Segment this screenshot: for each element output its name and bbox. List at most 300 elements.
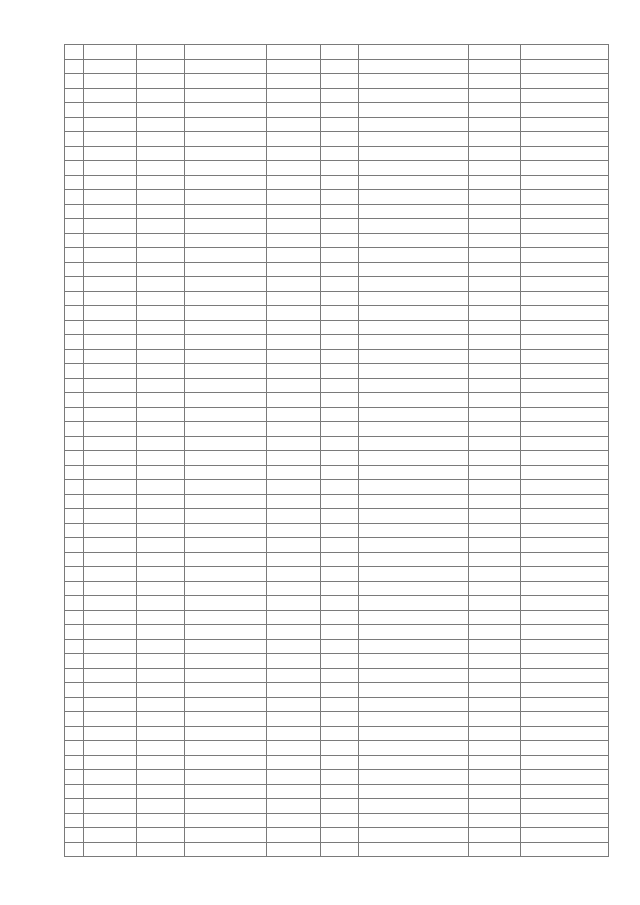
cell-share — [469, 842, 521, 857]
cell-blank — [359, 291, 469, 306]
cell-use — [267, 567, 321, 582]
cell-area — [321, 799, 359, 814]
cell-address — [137, 407, 185, 422]
cell-address — [137, 596, 185, 611]
cell-use — [267, 204, 321, 219]
cell-cadastral — [84, 74, 137, 89]
cell-area — [321, 74, 359, 89]
cell-blank — [359, 741, 469, 756]
cell-use — [267, 509, 321, 524]
cell-use — [267, 799, 321, 814]
cell-share — [469, 248, 521, 263]
cell-category — [185, 364, 267, 379]
cell-area — [321, 451, 359, 466]
cell-no — [65, 103, 84, 118]
cell-blank — [359, 480, 469, 495]
cell-address — [137, 190, 185, 205]
cell-category — [185, 523, 267, 538]
cell-address — [137, 306, 185, 321]
cell-cadastral — [84, 770, 137, 785]
cell-area — [321, 697, 359, 712]
cell-category — [185, 349, 267, 364]
cell-cadastral — [84, 567, 137, 582]
cell-area — [321, 842, 359, 857]
cell-share — [469, 654, 521, 669]
cell-blank — [359, 190, 469, 205]
cell-no — [65, 799, 84, 814]
cell-category — [185, 320, 267, 335]
cell-category — [185, 741, 267, 756]
cell-category — [185, 233, 267, 248]
cell-use — [267, 770, 321, 785]
cell-share — [469, 320, 521, 335]
cell-sum — [521, 45, 609, 60]
cell-address — [137, 828, 185, 843]
cell-cadastral — [84, 712, 137, 727]
cell-share — [469, 741, 521, 756]
cell-address — [137, 625, 185, 640]
cell-share — [469, 59, 521, 74]
table-row — [65, 770, 609, 785]
cell-area — [321, 509, 359, 524]
cell-share — [469, 465, 521, 480]
cell-no — [65, 59, 84, 74]
cell-address — [137, 654, 185, 669]
cell-blank — [359, 59, 469, 74]
cell-cadastral — [84, 190, 137, 205]
cell-category — [185, 132, 267, 147]
cell-blank — [359, 610, 469, 625]
cell-area — [321, 726, 359, 741]
cell-share — [469, 204, 521, 219]
cell-category — [185, 668, 267, 683]
cell-area — [321, 262, 359, 277]
cell-cadastral — [84, 842, 137, 857]
cell-blank — [359, 88, 469, 103]
cell-sum — [521, 465, 609, 480]
table-row — [65, 799, 609, 814]
cell-sum — [521, 683, 609, 698]
cell-category — [185, 480, 267, 495]
cell-use — [267, 480, 321, 495]
cell-share — [469, 697, 521, 712]
cell-use — [267, 784, 321, 799]
cell-area — [321, 596, 359, 611]
cell-category — [185, 204, 267, 219]
cell-area — [321, 219, 359, 234]
cell-area — [321, 422, 359, 437]
cell-address — [137, 523, 185, 538]
cell-address — [137, 146, 185, 161]
cell-share — [469, 175, 521, 190]
cell-no — [65, 74, 84, 89]
cell-category — [185, 509, 267, 524]
cell-cadastral — [84, 378, 137, 393]
cell-area — [321, 378, 359, 393]
cell-use — [267, 117, 321, 132]
cell-blank — [359, 639, 469, 654]
cell-no — [65, 697, 84, 712]
cell-share — [469, 770, 521, 785]
table-row — [65, 204, 609, 219]
cell-blank — [359, 784, 469, 799]
cell-use — [267, 74, 321, 89]
cell-no — [65, 233, 84, 248]
cell-use — [267, 146, 321, 161]
cell-address — [137, 248, 185, 263]
table-row — [65, 813, 609, 828]
cell-cadastral — [84, 828, 137, 843]
cell-category — [185, 74, 267, 89]
cell-use — [267, 306, 321, 321]
table-row — [65, 581, 609, 596]
cell-use — [267, 436, 321, 451]
cell-blank — [359, 364, 469, 379]
cell-sum — [521, 146, 609, 161]
cell-no — [65, 204, 84, 219]
cell-use — [267, 59, 321, 74]
cell-sum — [521, 567, 609, 582]
cell-sum — [521, 741, 609, 756]
cell-category — [185, 828, 267, 843]
cell-category — [185, 103, 267, 118]
cell-use — [267, 726, 321, 741]
cell-share — [469, 639, 521, 654]
cell-share — [469, 74, 521, 89]
cell-area — [321, 335, 359, 350]
cell-address — [137, 451, 185, 466]
cell-share — [469, 262, 521, 277]
cell-cadastral — [84, 668, 137, 683]
table-row — [65, 306, 609, 321]
cell-use — [267, 610, 321, 625]
cell-category — [185, 683, 267, 698]
cell-no — [65, 523, 84, 538]
cell-sum — [521, 219, 609, 234]
cell-area — [321, 320, 359, 335]
cell-category — [185, 784, 267, 799]
table-row — [65, 175, 609, 190]
cell-blank — [359, 596, 469, 611]
cell-area — [321, 349, 359, 364]
table-row — [65, 161, 609, 176]
cell-no — [65, 393, 84, 408]
cell-blank — [359, 567, 469, 582]
cell-no — [65, 567, 84, 582]
cell-address — [137, 813, 185, 828]
cell-use — [267, 741, 321, 756]
cell-cadastral — [84, 480, 137, 495]
table-row — [65, 712, 609, 727]
cell-address — [137, 88, 185, 103]
cell-sum — [521, 668, 609, 683]
cell-blank — [359, 306, 469, 321]
cell-address — [137, 567, 185, 582]
cell-share — [469, 523, 521, 538]
cell-no — [65, 755, 84, 770]
table-row — [65, 842, 609, 857]
cell-address — [137, 842, 185, 857]
cell-share — [469, 378, 521, 393]
cell-share — [469, 755, 521, 770]
cell-use — [267, 248, 321, 263]
cell-sum — [521, 755, 609, 770]
cell-cadastral — [84, 175, 137, 190]
cell-use — [267, 190, 321, 205]
cell-cadastral — [84, 407, 137, 422]
cell-cadastral — [84, 436, 137, 451]
cell-cadastral — [84, 422, 137, 437]
cell-address — [137, 726, 185, 741]
cell-sum — [521, 494, 609, 509]
cell-cadastral — [84, 204, 137, 219]
cell-share — [469, 625, 521, 640]
cell-use — [267, 639, 321, 654]
cell-blank — [359, 262, 469, 277]
cell-share — [469, 451, 521, 466]
cell-category — [185, 755, 267, 770]
cell-address — [137, 204, 185, 219]
cell-no — [65, 262, 84, 277]
cell-sum — [521, 291, 609, 306]
cell-use — [267, 828, 321, 843]
cell-cadastral — [84, 103, 137, 118]
cell-use — [267, 538, 321, 553]
cell-area — [321, 494, 359, 509]
cell-use — [267, 523, 321, 538]
cell-no — [65, 683, 84, 698]
table-row — [65, 755, 609, 770]
cell-blank — [359, 146, 469, 161]
cell-area — [321, 291, 359, 306]
cell-address — [137, 103, 185, 118]
cell-sum — [521, 378, 609, 393]
cell-cadastral — [84, 726, 137, 741]
cell-blank — [359, 219, 469, 234]
cell-no — [65, 407, 84, 422]
cell-use — [267, 291, 321, 306]
cell-share — [469, 813, 521, 828]
cell-area — [321, 654, 359, 669]
cell-address — [137, 465, 185, 480]
cell-category — [185, 248, 267, 263]
cell-share — [469, 784, 521, 799]
cell-no — [65, 117, 84, 132]
cell-area — [321, 204, 359, 219]
table-row — [65, 59, 609, 74]
cell-sum — [521, 784, 609, 799]
cell-address — [137, 538, 185, 553]
cell-sum — [521, 799, 609, 814]
cell-share — [469, 552, 521, 567]
cell-sum — [521, 436, 609, 451]
table-row — [65, 465, 609, 480]
table-row — [65, 784, 609, 799]
cell-use — [267, 364, 321, 379]
cell-no — [65, 538, 84, 553]
cell-cadastral — [84, 552, 137, 567]
cell-use — [267, 596, 321, 611]
cell-category — [185, 552, 267, 567]
cell-sum — [521, 248, 609, 263]
cell-area — [321, 146, 359, 161]
cell-category — [185, 436, 267, 451]
cell-area — [321, 668, 359, 683]
table-row — [65, 828, 609, 843]
cell-sum — [521, 320, 609, 335]
cell-blank — [359, 509, 469, 524]
cell-area — [321, 755, 359, 770]
cell-sum — [521, 581, 609, 596]
table-row — [65, 625, 609, 640]
cell-address — [137, 639, 185, 654]
cell-area — [321, 248, 359, 263]
cell-use — [267, 219, 321, 234]
cell-no — [65, 277, 84, 292]
cell-area — [321, 45, 359, 60]
cell-cadastral — [84, 349, 137, 364]
cell-cadastral — [84, 59, 137, 74]
cell-share — [469, 291, 521, 306]
cell-share — [469, 407, 521, 422]
cell-cadastral — [84, 393, 137, 408]
cell-area — [321, 117, 359, 132]
cell-category — [185, 842, 267, 857]
cell-category — [185, 654, 267, 669]
cell-cadastral — [84, 494, 137, 509]
cell-sum — [521, 190, 609, 205]
cell-use — [267, 407, 321, 422]
cell-cadastral — [84, 277, 137, 292]
cell-address — [137, 799, 185, 814]
cell-blank — [359, 175, 469, 190]
cell-category — [185, 306, 267, 321]
cell-sum — [521, 697, 609, 712]
cell-sum — [521, 161, 609, 176]
cell-category — [185, 494, 267, 509]
cell-blank — [359, 393, 469, 408]
cell-share — [469, 306, 521, 321]
land-plots-table — [64, 44, 609, 857]
cell-no — [65, 335, 84, 350]
cell-share — [469, 335, 521, 350]
cell-no — [65, 306, 84, 321]
cell-blank — [359, 668, 469, 683]
table-row — [65, 639, 609, 654]
cell-no — [65, 88, 84, 103]
cell-blank — [359, 407, 469, 422]
cell-blank — [359, 770, 469, 785]
cell-share — [469, 349, 521, 364]
cell-blank — [359, 233, 469, 248]
cell-share — [469, 103, 521, 118]
cell-share — [469, 668, 521, 683]
cell-sum — [521, 639, 609, 654]
cell-blank — [359, 683, 469, 698]
cell-use — [267, 625, 321, 640]
cell-cadastral — [84, 320, 137, 335]
cell-cadastral — [84, 523, 137, 538]
cell-no — [65, 480, 84, 495]
cell-no — [65, 784, 84, 799]
cell-no — [65, 320, 84, 335]
cell-address — [137, 581, 185, 596]
cell-blank — [359, 45, 469, 60]
cell-share — [469, 799, 521, 814]
cell-area — [321, 538, 359, 553]
cell-category — [185, 422, 267, 437]
cell-cadastral — [84, 509, 137, 524]
cell-share — [469, 422, 521, 437]
cell-share — [469, 726, 521, 741]
table-row — [65, 509, 609, 524]
cell-area — [321, 683, 359, 698]
cell-share — [469, 480, 521, 495]
cell-share — [469, 683, 521, 698]
cell-sum — [521, 610, 609, 625]
cell-sum — [521, 523, 609, 538]
cell-share — [469, 538, 521, 553]
cell-area — [321, 567, 359, 582]
cell-address — [137, 335, 185, 350]
cell-share — [469, 567, 521, 582]
cell-address — [137, 74, 185, 89]
cell-use — [267, 552, 321, 567]
cell-no — [65, 175, 84, 190]
cell-no — [65, 349, 84, 364]
cell-cadastral — [84, 755, 137, 770]
cell-cadastral — [84, 813, 137, 828]
cell-area — [321, 828, 359, 843]
cell-share — [469, 277, 521, 292]
cell-blank — [359, 74, 469, 89]
cell-sum — [521, 422, 609, 437]
cell-address — [137, 320, 185, 335]
cell-cadastral — [84, 465, 137, 480]
cell-sum — [521, 625, 609, 640]
cell-category — [185, 175, 267, 190]
cell-no — [65, 828, 84, 843]
cell-sum — [521, 538, 609, 553]
cell-blank — [359, 117, 469, 132]
cell-sum — [521, 509, 609, 524]
table-row — [65, 364, 609, 379]
cell-area — [321, 59, 359, 74]
cell-blank — [359, 451, 469, 466]
cell-category — [185, 407, 267, 422]
cell-category — [185, 161, 267, 176]
cell-address — [137, 59, 185, 74]
cell-no — [65, 494, 84, 509]
cell-blank — [359, 842, 469, 857]
cell-category — [185, 451, 267, 466]
cell-category — [185, 610, 267, 625]
cell-cadastral — [84, 364, 137, 379]
cell-area — [321, 784, 359, 799]
cell-area — [321, 465, 359, 480]
cell-address — [137, 117, 185, 132]
cell-area — [321, 306, 359, 321]
cell-area — [321, 175, 359, 190]
cell-area — [321, 770, 359, 785]
cell-category — [185, 335, 267, 350]
cell-sum — [521, 233, 609, 248]
cell-sum — [521, 262, 609, 277]
cell-use — [267, 88, 321, 103]
cell-share — [469, 393, 521, 408]
table-row — [65, 45, 609, 60]
cell-sum — [521, 175, 609, 190]
